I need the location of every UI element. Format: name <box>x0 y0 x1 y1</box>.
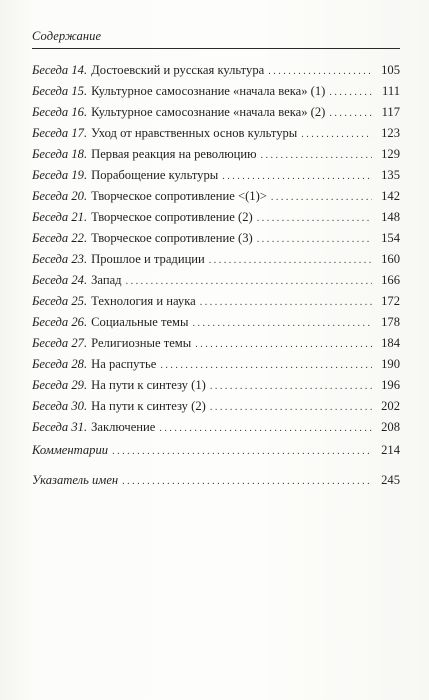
toc-entry-page: 245 <box>381 473 400 487</box>
toc-entry-label: Беседа 29. <box>32 378 88 392</box>
leader-dots <box>122 471 372 492</box>
leader-dots <box>160 355 372 376</box>
toc-entry-page: 142 <box>381 189 400 203</box>
toc-entry[interactable] <box>32 228 400 249</box>
toc-entry-title: Культурное самосознание «начала века» (2) <box>91 105 326 119</box>
toc-entry[interactable] <box>32 417 400 438</box>
toc-entry-title: Запад <box>91 273 122 287</box>
toc-entry-page: 166 <box>381 273 400 287</box>
header-rule <box>32 48 400 49</box>
toc-entry-page: 154 <box>381 231 400 245</box>
toc-entry[interactable] <box>32 102 400 123</box>
toc-entry[interactable] <box>32 249 400 270</box>
leader-dots <box>257 229 372 250</box>
toc-entry-label: Беседа 26. <box>32 315 88 329</box>
toc-entry-page: 196 <box>381 378 400 392</box>
toc-entry[interactable] <box>32 291 400 312</box>
toc-entry-title: Социальные темы <box>91 315 189 329</box>
toc-entry-label: Беседа 24. <box>32 273 88 287</box>
toc-entry-title: На пути к синтезу (2) <box>91 399 206 413</box>
toc-entry[interactable] <box>32 375 400 396</box>
toc-entry-page: 148 <box>381 210 400 224</box>
toc-entry-label: Беседа 18. <box>32 147 88 161</box>
toc-entry-label: Беседа 28. <box>32 357 88 371</box>
toc-entry-page: 184 <box>381 336 400 350</box>
toc-entry-page: 172 <box>381 294 400 308</box>
toc-entry-label: Беседа 20. <box>32 189 88 203</box>
toc-entry[interactable] <box>32 354 400 375</box>
toc-entry-page: 178 <box>381 315 400 329</box>
leader-dots <box>271 187 372 208</box>
toc-entry-label: Беседа 27. <box>32 336 88 350</box>
toc-entry-label: Беседа 14. <box>32 63 88 77</box>
toc-entry-title: Культурное самосознание «начала века» (1) <box>91 84 326 98</box>
toc-entry-label: Беседа 25. <box>32 294 88 308</box>
leader-dots <box>112 441 372 462</box>
leader-dots <box>210 376 372 397</box>
leader-dots <box>329 82 372 103</box>
toc-entry[interactable] <box>32 312 400 333</box>
toc-entry-page: 160 <box>381 252 400 266</box>
toc-entry-label: Указатель имен <box>32 473 119 487</box>
toc-entry[interactable] <box>32 60 400 81</box>
leader-dots <box>210 397 372 418</box>
toc-entry[interactable] <box>32 144 400 165</box>
toc-entry-page: 208 <box>381 420 400 434</box>
toc-entry[interactable] <box>32 165 400 186</box>
toc-entry-title: Творческое сопротивление (2) <box>91 210 253 224</box>
toc-entry-name-index[interactable] <box>32 470 400 491</box>
leader-dots <box>195 334 372 355</box>
toc-entry-label: Беседа 16. <box>32 105 88 119</box>
toc-entry-label: Беседа 19. <box>32 168 88 182</box>
toc-entry-page: 111 <box>382 84 400 98</box>
toc-entry-title: Творческое сопротивление (3) <box>91 231 253 245</box>
toc-entry-page: 202 <box>381 399 400 413</box>
toc-entry-page: 214 <box>381 443 400 457</box>
toc-entry-title: Прошлое и традиции <box>91 252 205 266</box>
toc-entry-label: Беседа 17. <box>32 126 88 140</box>
toc-entry-page: 105 <box>381 63 400 77</box>
toc-entry-page: 117 <box>381 105 400 119</box>
running-head: Содержание <box>32 29 102 43</box>
toc-entry-label: Беседа 22. <box>32 231 88 245</box>
toc-entry[interactable] <box>32 396 400 417</box>
toc-entry[interactable] <box>32 270 400 291</box>
toc-entry-page: 135 <box>381 168 400 182</box>
table-of-contents <box>32 60 400 438</box>
toc-entry[interactable] <box>32 207 400 228</box>
toc-entry-label: Беседа 21. <box>32 210 88 224</box>
toc-entry-title: Первая реакция на революцию <box>91 147 257 161</box>
leader-dots <box>329 103 372 124</box>
toc-entry-title: На распутье <box>91 357 157 371</box>
leader-dots <box>268 61 372 82</box>
leader-dots <box>200 292 372 313</box>
toc-entry-label: Комментарии <box>32 443 109 457</box>
leader-dots <box>209 250 372 271</box>
leader-dots <box>193 313 373 334</box>
toc-entry-label: Беседа 31. <box>32 420 88 434</box>
toc-entry[interactable] <box>32 186 400 207</box>
toc-entry-label: Беседа 23. <box>32 252 88 266</box>
toc-entry-page: 123 <box>381 126 400 140</box>
toc-entry-page: 190 <box>381 357 400 371</box>
name-index-section <box>32 470 400 491</box>
comments-section <box>32 440 400 461</box>
toc-entry-label: Беседа 30. <box>32 399 88 413</box>
leader-dots <box>126 271 372 292</box>
leader-dots <box>159 418 372 439</box>
toc-entry-title: На пути к синтезу (1) <box>91 378 206 392</box>
toc-entry[interactable] <box>32 123 400 144</box>
leader-dots <box>257 208 372 229</box>
toc-entry-title: Религиозные темы <box>91 336 192 350</box>
toc-entry-title: Уход от нравственных основ культуры <box>91 126 298 140</box>
toc-entry-title: Заключение <box>91 420 156 434</box>
toc-entry-title: Достоевский и русская культура <box>91 63 265 77</box>
toc-entry-title: Технология и наука <box>91 294 196 308</box>
toc-entry-page: 129 <box>381 147 400 161</box>
toc-entry-label: Беседа 15. <box>32 84 88 98</box>
leader-dots <box>301 124 372 145</box>
toc-entry-comments[interactable] <box>32 440 400 461</box>
toc-entry-title: Творческое сопротивление <(1)> <box>91 189 267 203</box>
leader-dots <box>222 166 372 187</box>
toc-entry[interactable] <box>32 81 400 102</box>
leader-dots <box>261 145 372 166</box>
toc-entry[interactable] <box>32 333 400 354</box>
toc-entry-title: Порабощение культуры <box>91 168 219 182</box>
